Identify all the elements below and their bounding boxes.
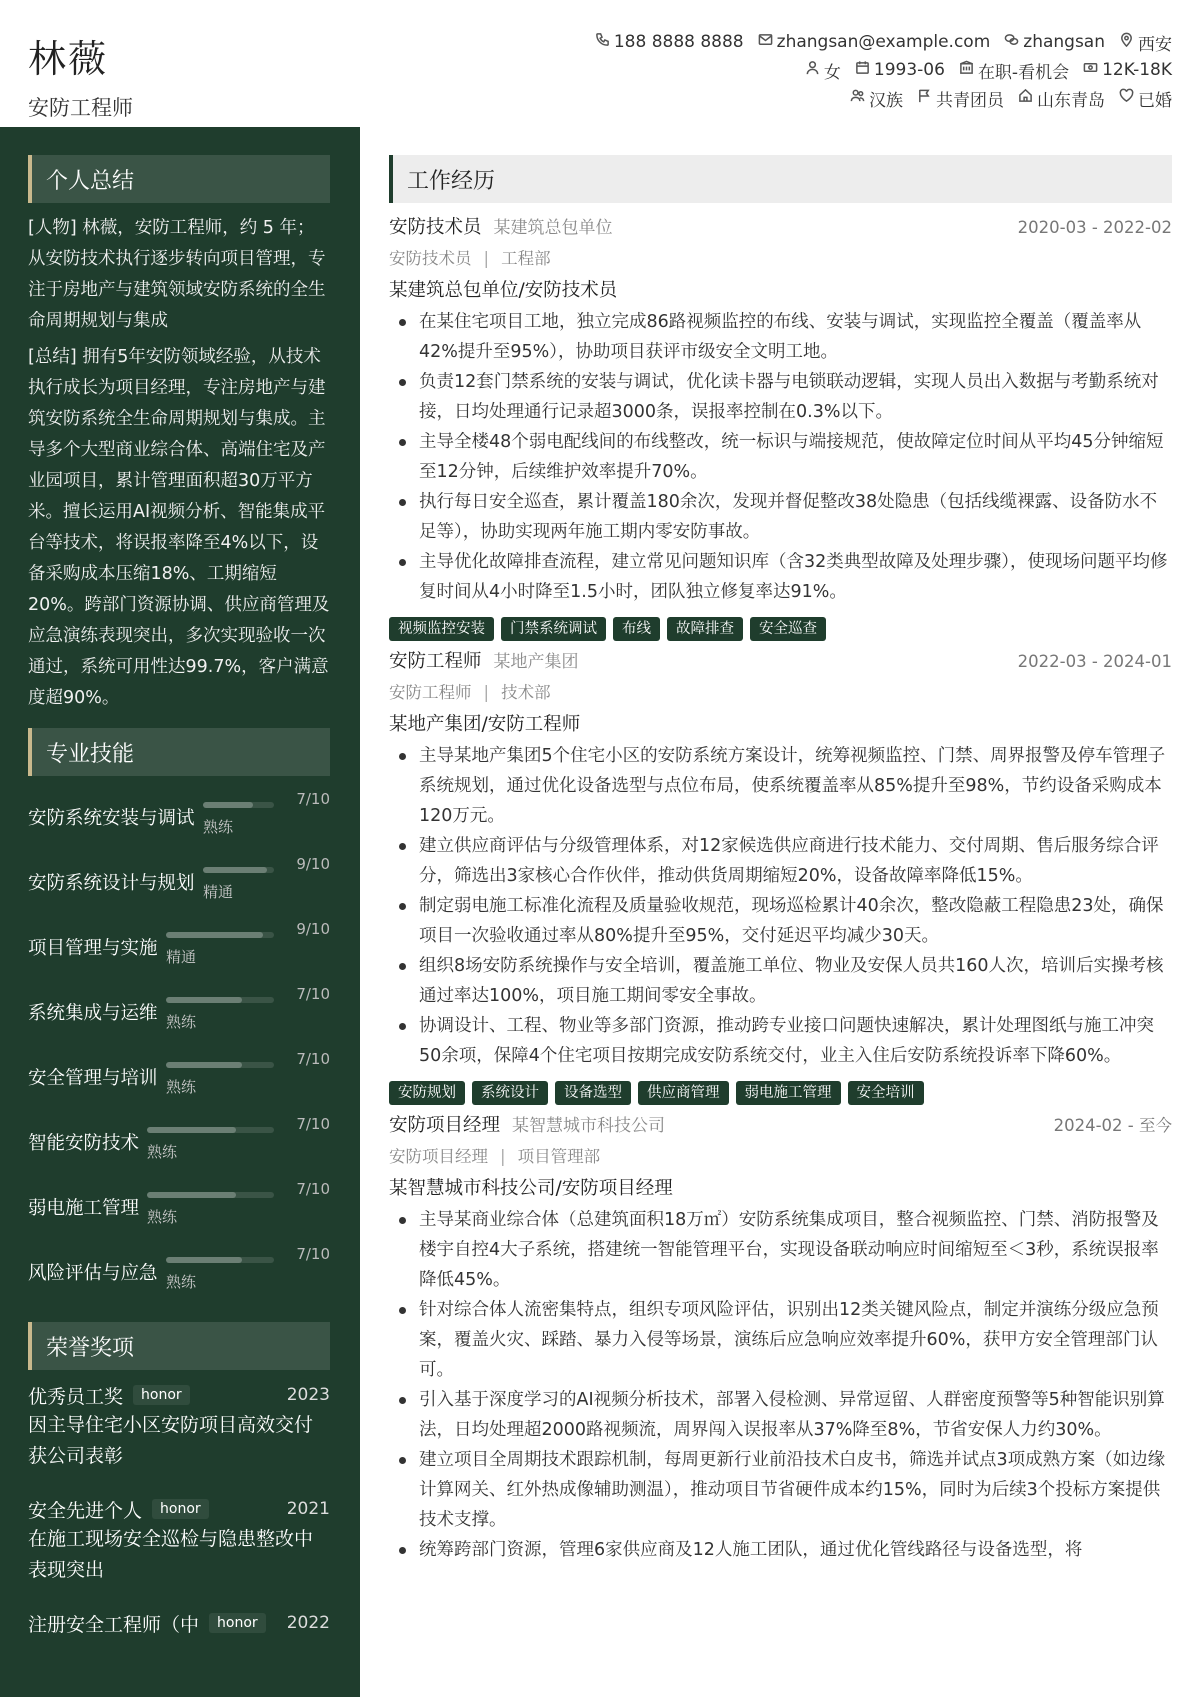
- contact-item: [758, 32, 991, 52]
- job-header: [389, 213, 1172, 243]
- honor-title: 安全先进个人: [28, 1499, 143, 1522]
- calendar-icon: [855, 60, 874, 80]
- contact-text: 西安: [1138, 34, 1172, 55]
- skill-tag: 故障排查: [667, 617, 743, 641]
- flag-icon: [917, 88, 936, 108]
- job-org-line: 某建筑总包单位/安防技术员: [389, 280, 618, 301]
- candidate-name: 林薇: [28, 37, 109, 81]
- jobs-list: [389, 213, 1172, 1565]
- job-bullet: 主导某地产集团5个住宅小区的安防系统方案设计，统筹视频监控、门禁、周界报警及停车管理子系统规划，通过优化设备选型与点位布局，使系统覆盖率从85%提升至98%，节约设备采购成本120万元。: [389, 741, 1172, 831]
- sidebar: [0, 127, 360, 1697]
- honor-badge: honor: [209, 1613, 266, 1633]
- honor-header: [28, 1494, 330, 1524]
- job-position-line: [389, 677, 1172, 709]
- honors-section-title: 荣誉奖项: [28, 1322, 330, 1370]
- skills-section-title: 专业技能: [28, 728, 330, 776]
- skill-level: 熟练: [203, 818, 234, 836]
- skill-row: [28, 1176, 330, 1241]
- contact-item: [1119, 86, 1172, 111]
- job-bullets: [389, 1205, 1172, 1565]
- job-bullets: [389, 307, 1172, 607]
- job-company: 某地产集团: [493, 652, 579, 672]
- honor-badge: honor: [152, 1499, 209, 1519]
- honor-header: [28, 1608, 330, 1638]
- job-bullet: 在某住宅项目工地，独立完成86路视频监控的布线、安装与调试，实现监控全覆盖（覆盖率从42%提升至95%），协助项目获评市级安全文明工地。: [389, 307, 1172, 367]
- skill-tag: 视频监控安装: [389, 617, 494, 641]
- job-position: 安防项目经理: [389, 1147, 488, 1166]
- skill-tag: 设备选型: [555, 1081, 631, 1105]
- contact-item: [1083, 60, 1172, 80]
- job-bullets: [389, 741, 1172, 1071]
- contact-item: [850, 86, 903, 111]
- job-bullet: 负责12套门禁系统的安装与调试，优化读卡器与电锁联动逻辑，实现人员出入数据与考勤系统对接，日均处理通行记录超3000条，误报率控制在0.3%以下。: [389, 367, 1172, 427]
- skill-name: 项目管理与实施: [28, 938, 158, 959]
- skill-row: [28, 1111, 330, 1176]
- phone-icon: [595, 32, 614, 52]
- skill-name: 风险评估与应急: [28, 1263, 158, 1284]
- job-org-line: 某智慧城市科技公司/安防项目经理: [389, 1178, 673, 1199]
- honor-header: [28, 1380, 330, 1410]
- honor-description: 因主导住宅小区安防项目高效交付获公司表彰: [28, 1414, 314, 1467]
- skill-score: 7/10: [296, 1245, 330, 1263]
- contact-text: 已婚: [1138, 90, 1172, 111]
- job-department: 工程部: [501, 249, 551, 268]
- contact-item: [595, 32, 744, 52]
- location-icon: [1119, 32, 1138, 52]
- money-icon: [1083, 60, 1102, 80]
- skill-bar: [203, 802, 274, 808]
- contact-text: zhangsan: [1023, 32, 1105, 52]
- contact-row: [532, 84, 1172, 112]
- job-bullet: 建立供应商评估与分级管理体系，对12家候选供应商进行技术能力、交付周期、售后服务综合评分，筛选出3家核心合作伙伴，推动供货周期缩短20%，设备故障率降低15%。: [389, 831, 1172, 891]
- skill-name: 安防系统设计与规划: [28, 873, 195, 894]
- contact-text: 在职-看机会: [977, 62, 1070, 83]
- candidate-role: 安防工程师: [28, 96, 133, 120]
- skill-bar-fill: [147, 1127, 236, 1133]
- summary-block: [28, 213, 330, 714]
- skill-bar-fill: [203, 867, 267, 873]
- job-company: 某建筑总包单位: [493, 218, 613, 238]
- skill-level: 熟练: [147, 1143, 178, 1161]
- job-bullet: 主导某商业综合体（总建筑面积18万㎡）安防系统集成项目，整合视频监控、门禁、消防报警及楼宇自控4大子系统，搭建统一智能管理平台，实现设备联动响应时间缩短至＜3秒，系统误报率降低45%。: [389, 1205, 1172, 1295]
- honor-item: [28, 1608, 330, 1638]
- skill-name: 弱电施工管理: [28, 1198, 140, 1219]
- summary-paragraph: [人物] 林薇，安防工程师，约 5 年；从安防技术执行逐步转向项目管理，专注于房地产与建筑领域安防系统的全生命周期规划与集成: [28, 218, 326, 331]
- skill-score: 7/10: [296, 1115, 330, 1133]
- skills-list: [28, 786, 330, 1306]
- summary-paragraph: [总结] 拥有5年安防领域经验，从技术执行成长为项目经理，专注房地产与建筑安防系统全生命周期规划与集成。主导多个大型商业综合体、高端住宅及产业园项目，累计管理面积超30万平方米。擅长运用AI视频分析、智能集成平台等技术，将误报率降至4%以下，设备采购成本压缩18%、工期缩短20%。跨部门资源协调、供应商管理及应急演练表现突出，多次实现验收一次通过，系统可用性达99.7%，客户满意度超90%。: [28, 347, 330, 708]
- job-header: [389, 1111, 1172, 1141]
- skill-tag: 供应商管理: [638, 1081, 729, 1105]
- skill-bar-fill: [166, 1257, 242, 1263]
- skill-bar-fill: [166, 932, 263, 938]
- skill-bar: [166, 997, 274, 1003]
- contact-text: 188 8888 8888: [613, 32, 744, 52]
- job-dates: 2024-02 - 至今: [1053, 1116, 1172, 1135]
- skill-bar: [166, 932, 274, 938]
- skill-level: 熟练: [166, 1013, 197, 1031]
- honor-title: 注册安全工程师（中: [28, 1613, 200, 1636]
- job-title: 安防项目经理: [389, 1115, 501, 1136]
- skill-tag: 安全培训: [848, 1081, 924, 1105]
- building-icon: [959, 60, 978, 80]
- honor-badge: honor: [133, 1385, 190, 1405]
- contact-text: 汉族: [869, 90, 903, 111]
- skill-tag: 门禁系统调试: [501, 617, 606, 641]
- skill-score: 9/10: [296, 920, 330, 938]
- skill-level: 熟练: [166, 1078, 197, 1096]
- skill-bar-fill: [147, 1192, 236, 1198]
- honor-title: 优秀员工奖: [28, 1385, 124, 1408]
- job-tags: [389, 617, 1172, 641]
- main-content: [389, 155, 1172, 1571]
- contact-item: [1004, 32, 1105, 52]
- contact-text: 1993-06: [873, 60, 945, 80]
- job-dates: 2022-03 - 2024-01: [1017, 652, 1172, 671]
- skill-bar-fill: [166, 997, 242, 1003]
- skill-name: 系统集成与运维: [28, 1003, 158, 1024]
- skill-score: 7/10: [296, 1180, 330, 1198]
- job-bullet: 主导优化故障排查流程，建立常见问题知识库（含32类典型故障及处理步骤），使现场问题平均修复时间从4小时降至1.5小时，团队独立修复率达91%。: [389, 547, 1172, 607]
- separator: |: [500, 1147, 506, 1166]
- skill-tag: 系统设计: [472, 1081, 548, 1105]
- job-department: 技术部: [501, 683, 551, 702]
- contact-item: [959, 58, 1069, 83]
- honor-year: 2021: [286, 1499, 330, 1519]
- separator: |: [483, 683, 490, 702]
- job-entry: [389, 1111, 1172, 1565]
- job-bullet: 建立项目全周期技术跟踪机制，每周更新行业前沿技术白皮书，筛选并试点3项成熟方案（如边缘计算网关、红外热成像辅助测温），推动项目节省硬件成本约15%，同时为后续3个投标方案提供技术支撑。: [389, 1445, 1172, 1535]
- skill-score: 7/10: [296, 790, 330, 808]
- skill-row: [28, 1046, 330, 1111]
- job-bullet: 组织8场安防系统操作与安全培训，覆盖施工单位、物业及安保人员共160人次，培训后实操考核通过率达100%，项目施工期间零安全事故。: [389, 951, 1172, 1011]
- job-bullet: 引入基于深度学习的AI视频分析技术，部署入侵检测、异常逗留、人群密度预警等5种智能识别算法，日均处理超2000路视频流，周界闯入误报率从37%降至8%，节省安保人力约30%。: [389, 1385, 1172, 1445]
- contact-item: [805, 58, 841, 83]
- honor-item: [28, 1380, 330, 1472]
- skill-bar: [166, 1257, 274, 1263]
- job-bullet: 制定弱电施工标准化流程及质量验收规范，现场巡检累计40余次，整改隐蔽工程隐患23处，确保项目一次验收通过率从80%提升至95%，交付延迟平均减少30天。: [389, 891, 1172, 951]
- job-dates: 2020-03 - 2022-02: [1017, 218, 1172, 237]
- job-title: 安防技术员: [389, 217, 482, 238]
- skill-bar: [147, 1192, 274, 1198]
- job-entry: [389, 213, 1172, 641]
- job-department: 项目管理部: [517, 1147, 601, 1166]
- skill-bar: [203, 867, 274, 873]
- job-tags: [389, 1081, 1172, 1105]
- job-bullet: 统筹跨部门资源，管理6家供应商及12人施工团队，通过优化管线路径与设备选型，将: [389, 1535, 1172, 1565]
- contact-text: 山东青岛: [1037, 90, 1105, 111]
- skill-bar-fill: [203, 802, 253, 808]
- home-icon: [1018, 88, 1037, 108]
- person-icon: [805, 60, 824, 80]
- summary-section-title: 个人总结: [28, 155, 330, 203]
- skill-row: [28, 981, 330, 1046]
- contact-text: 女: [823, 62, 841, 83]
- people-icon: [850, 88, 869, 108]
- job-org-line: 某地产集团/安防工程师: [389, 714, 581, 735]
- job-position: 安防技术员: [389, 249, 472, 268]
- honor-year: 2022: [286, 1613, 330, 1633]
- skill-name: 安防系统安装与调试: [28, 808, 195, 829]
- contact-row: [532, 28, 1172, 56]
- skill-tag: 安全巡查: [750, 617, 826, 641]
- job-entry: [389, 647, 1172, 1105]
- job-bullet: 协调设计、工程、物业等多部门资源，推动跨专业接口问题快速解决，累计处理图纸与施工冲突50余项，保障4个住宅项目按期完成安防系统交付，业主入住后安防系统投诉率下降60%。: [389, 1011, 1172, 1071]
- skill-level: 熟练: [166, 1273, 197, 1291]
- honor-item: [28, 1494, 330, 1586]
- skill-name: 智能安防技术: [28, 1133, 140, 1154]
- job-bullet: 主导全楼48个弱电配线间的布线整改，统一标识与端接规范，使故障定位时间从平均45分钟缩短至12分钟，后续维护效率提升70%。: [389, 427, 1172, 487]
- skill-score: 9/10: [296, 855, 330, 873]
- contact-item: [1018, 86, 1105, 111]
- contact-row: [532, 56, 1172, 84]
- job-title: 安防工程师: [389, 651, 482, 672]
- skill-row: [28, 916, 330, 981]
- job-position: 安防工程师: [389, 683, 472, 702]
- job-bullet: 执行每日安全巡查，累计覆盖180余次，发现并督促整改38处隐患（包括线缆裸露、设备防水不足等），协助实现两年施工期内零安防事故。: [389, 487, 1172, 547]
- job-bullet: 针对综合体人流密集特点，组织专项风险评估，识别出12类关键风险点，制定并演练分级应急预案，覆盖火灾、踩踏、暴力入侵等场景，演练后应急响应效率提升60%，获甲方安全管理部门认可。: [389, 1295, 1172, 1385]
- skill-row: [28, 786, 330, 851]
- job-position-line: [389, 243, 1172, 275]
- job-company: 某智慧城市科技公司: [512, 1116, 666, 1136]
- mail-icon: [758, 32, 777, 52]
- skill-level: 精通: [203, 883, 234, 901]
- skill-tag: 弱电施工管理: [736, 1081, 841, 1105]
- contact-text: 共青团员: [936, 90, 1004, 111]
- skill-score: 7/10: [296, 1050, 330, 1068]
- skill-name: 安全管理与培训: [28, 1068, 158, 1089]
- skill-bar-fill: [166, 1062, 242, 1068]
- skill-tag: 安防规划: [389, 1081, 465, 1105]
- contact-text: 12K-18K: [1102, 60, 1172, 80]
- honors-list: [28, 1380, 330, 1638]
- job-position-line: [389, 1141, 1172, 1173]
- resume-header: [0, 0, 1200, 127]
- skill-row: [28, 851, 330, 916]
- contact-text: zhangsan@example.com: [776, 32, 991, 52]
- wechat-icon: [1004, 32, 1023, 52]
- work-section-title: 工作经历: [389, 155, 1172, 203]
- job-header: [389, 647, 1172, 677]
- skill-bar: [166, 1062, 274, 1068]
- honor-description: 在施工现场安全巡检与隐患整改中表现突出: [28, 1528, 314, 1581]
- skill-bar: [147, 1127, 274, 1133]
- heart-icon: [1119, 88, 1138, 108]
- skill-level: 熟练: [147, 1208, 178, 1226]
- contact-item: [1119, 30, 1172, 55]
- skill-level: 精通: [166, 948, 197, 966]
- honor-year: 2023: [286, 1385, 330, 1405]
- skill-score: 7/10: [296, 985, 330, 1003]
- contact-item: [917, 86, 1004, 111]
- skill-row: [28, 1241, 330, 1306]
- separator: |: [483, 249, 490, 268]
- contact-item: [855, 60, 945, 80]
- skill-tag: 布线: [613, 617, 660, 641]
- contact-info: [532, 28, 1172, 112]
